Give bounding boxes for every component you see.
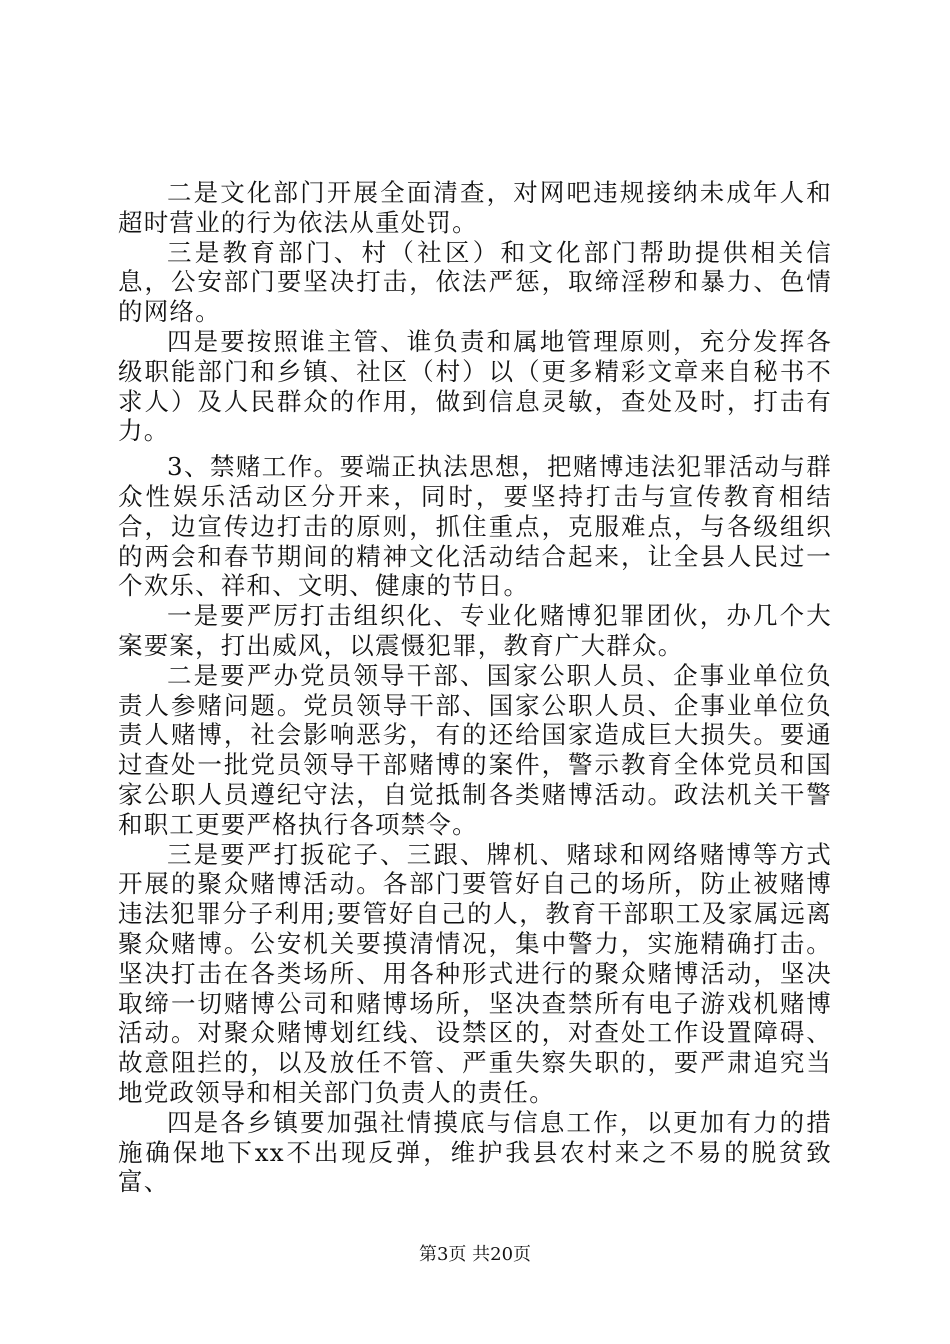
paragraph-6: 二是要严办党员领导干部、国家公职人员、企事业单位负责人参赌问题。党员领导干部、国家公职人员、企事业单位负责人赌博，社会影响恶劣，有的还给国家造成巨大损失。要通过查处一批党员领导干部赌博的案件，警示教育全体党员和国家公职人员遵纪守法，自觉抵制各类赌博活动。政法机关干警和职工更要严格执行各项禁令。 (118, 660, 832, 839)
paragraph-3: 四是要按照谁主管、谁负责和属地管理原则，充分发挥各级职能部门和乡镇、社区（村）以（更多精彩文章来自秘书不求人）及人民群众的作用，做到信息灵敏，查处及时，打击有力。 (118, 326, 832, 446)
paragraph-7: 三是要严打扳砣子、三跟、牌机、赌球和网络赌博等方式开展的聚众赌博活动。各部门要管好自己的场所，防止被赌博违法犯罪分子利用;要管好自己的人，教育干部职工及家属远离聚众赌博。公安机关要摸清情况，集中警力，实施精确打击。坚决打击在各类场所、用各种形式进行的聚众赌博活动，坚决取缔一切赌博公司和赌博场所，坚决查禁所有电子游戏机赌博活动。对聚众赌博划红线、设禁区的，对查处工作设置障碍、故意阻拦的，以及放任不管、严重失察失职的，要严肃追究当地党政领导和相关部门负责人的责任。 (118, 839, 832, 1107)
paragraph-4: 3、禁赌工作。要端正执法思想，把赌博违法犯罪活动与群众性娱乐活动区分开来，同时，要坚持打击与宣传教育相结合，边宣传边打击的原则，抓住重点，克服难点，与各级组织的两会和春节期间的精神文化活动结合起来，让全县人民过一个欢乐、祥和、文明、健康的节日。 (118, 452, 832, 601)
paragraph-8: 四是各乡镇要加强社情摸底与信息工作，以更加有力的措施确保地下xx不出现反弹，维护我县农村来之不易的脱贫致富、 (118, 1107, 832, 1197)
document-body (118, 178, 832, 1197)
paragraph-1: 二是文化部门开展全面清查，对网吧违规接纳未成年人和超时营业的行为依法从重处罚。 (118, 178, 832, 237)
paragraph-5: 一是要严厉打击组织化、专业化赌博犯罪团伙，办几个大案要案，打出威风，以震慑犯罪，教育广大群众。 (118, 601, 832, 660)
page-footer: 第3页 共20页 (418, 1244, 532, 1265)
paragraph-2: 三是教育部门、村（社区）和文化部门帮助提供相关信息，公安部门要坚决打击，依法严惩，取缔淫秽和暴力、色情的网络。 (118, 237, 832, 327)
